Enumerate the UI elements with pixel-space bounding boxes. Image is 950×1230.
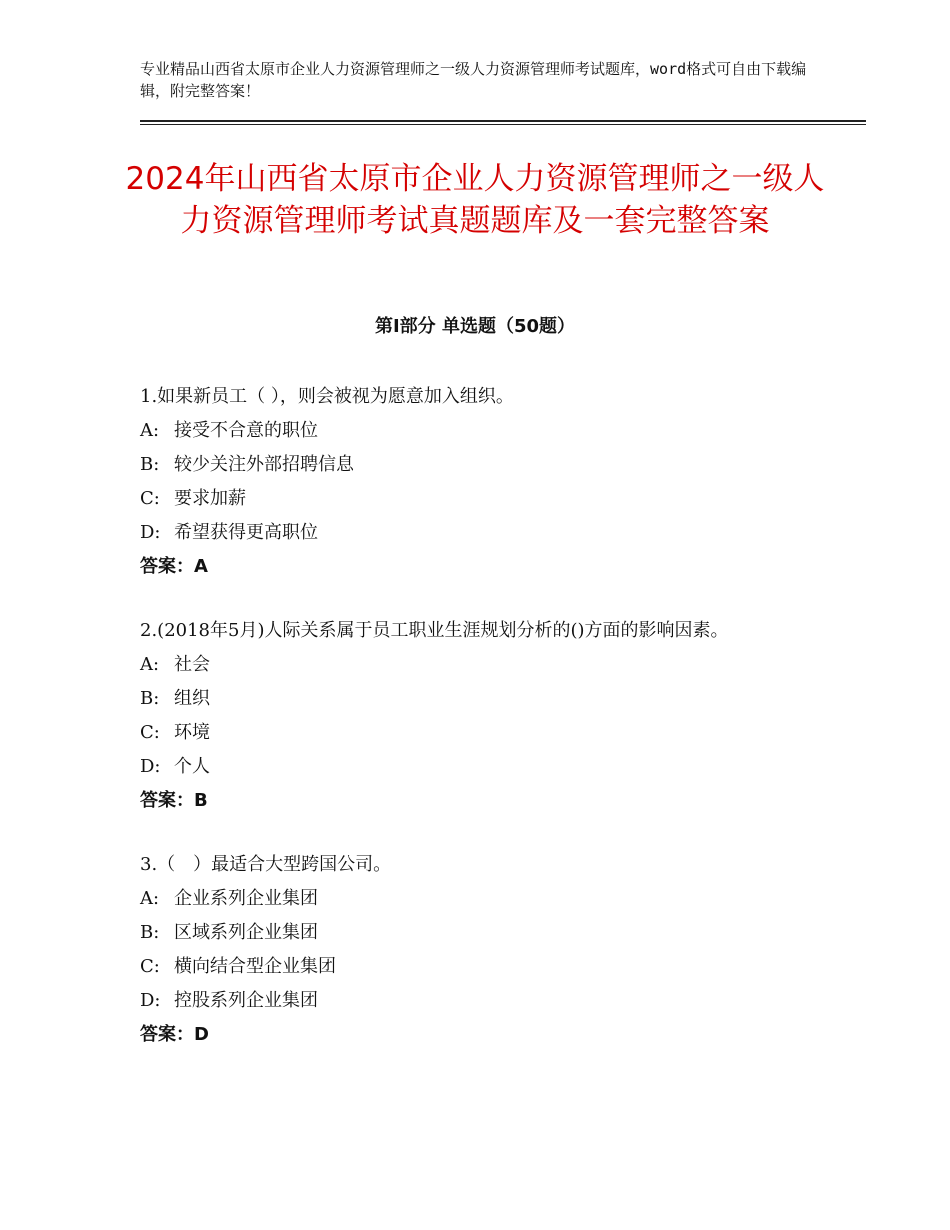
document-title: 2024年山西省太原市企业人力资源管理师之一级人力资源管理师考试真题题库及一套完整答案 xyxy=(125,161,825,239)
option-letter: D: xyxy=(140,756,161,777)
header-rule-thin xyxy=(140,124,866,125)
option-letter: A: xyxy=(140,888,160,909)
option-text: 组织 xyxy=(174,688,210,709)
option-text: 横向结合型企业集团 xyxy=(174,956,336,977)
option-d xyxy=(140,984,820,1018)
option-b xyxy=(140,448,820,482)
option-text: 区域系列企业集团 xyxy=(174,922,318,943)
option-c xyxy=(140,482,820,516)
answer: 答案：B xyxy=(140,790,208,811)
option-letter: C: xyxy=(140,722,160,743)
option-letter: D: xyxy=(140,522,161,543)
question-stem: 2.(2018年5月)人际关系属于员工职业生涯规划分析的()方面的影响因素。 xyxy=(140,620,729,641)
option-text: 希望获得更高职位 xyxy=(174,522,318,543)
option-text: 接受不合意的职位 xyxy=(174,420,318,441)
question-stem: 1.如果新员工（ ），则会被视为愿意加入组织。 xyxy=(140,386,514,407)
option-letter: C: xyxy=(140,956,160,977)
option-letter: B: xyxy=(140,922,160,943)
option-letter: A: xyxy=(140,654,160,675)
section-title: 第Ⅰ部分 单选题（50题） xyxy=(374,316,575,337)
option-text: 社会 xyxy=(174,654,210,675)
option-a xyxy=(140,648,820,682)
question-stem: 3.（ ）最适合大型跨国公司。 xyxy=(140,854,392,875)
option-c xyxy=(140,716,820,750)
option-text: 环境 xyxy=(174,722,210,743)
option-a xyxy=(140,882,820,916)
question-2 xyxy=(140,614,820,818)
option-text: 较少关注外部招聘信息 xyxy=(174,454,354,475)
option-letter: B: xyxy=(140,688,160,709)
header-note: 专业精品山西省太原市企业人力资源管理师之一级人力资源管理师考试题库，word格式可自由下载编辑，附完整答案！ xyxy=(140,60,807,100)
option-text: 企业系列企业集团 xyxy=(174,888,318,909)
option-c xyxy=(140,950,820,984)
question-3 xyxy=(140,848,820,1052)
option-b xyxy=(140,916,820,950)
option-text: 要求加薪 xyxy=(174,488,246,509)
option-d xyxy=(140,516,820,550)
question-list xyxy=(140,380,820,1082)
option-text: 个人 xyxy=(174,756,210,777)
header-rule-thick xyxy=(140,120,866,122)
option-letter: C: xyxy=(140,488,160,509)
option-letter: B: xyxy=(140,454,160,475)
answer: 答案：A xyxy=(140,556,208,577)
option-a xyxy=(140,414,820,448)
option-letter: A: xyxy=(140,420,160,441)
question-1 xyxy=(140,380,820,584)
option-text: 控股系列企业集团 xyxy=(174,990,318,1011)
option-d xyxy=(140,750,820,784)
option-b xyxy=(140,682,820,716)
answer: 答案：D xyxy=(140,1024,209,1045)
option-letter: D: xyxy=(140,990,161,1011)
